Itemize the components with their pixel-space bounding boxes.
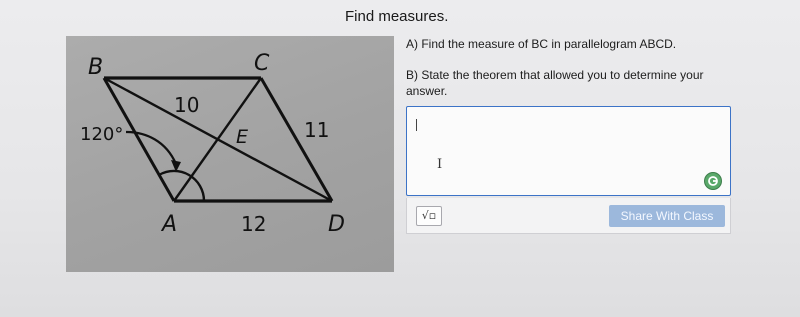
vertex-label-b: B — [88, 55, 104, 80]
measure-label-be: 10 — [174, 93, 200, 117]
parallelogram-figure — [66, 36, 394, 272]
text-caret — [416, 119, 417, 131]
question-a-text: A) Find the measure of BC in parallelogram ABCD. — [406, 37, 677, 51]
answer-textarea[interactable] — [406, 106, 731, 196]
measure-label-ad: 12 — [241, 212, 267, 236]
ibeam-cursor-icon: I — [437, 157, 443, 172]
vertex-label-a: A — [162, 212, 178, 237]
grammarly-icon[interactable] — [704, 172, 722, 190]
vertex-label-e: E — [236, 126, 249, 148]
square-root-icon[interactable]: √▫ — [416, 206, 442, 226]
answer-toolbar — [406, 198, 731, 234]
share-with-class-button[interactable]: Share With Class — [609, 205, 725, 227]
vertex-label-d: D — [328, 212, 345, 237]
measure-label-cd: 11 — [304, 118, 330, 142]
measure-label-angle-b: 120° — [80, 124, 124, 145]
prompt-title: Find measures. — [345, 8, 449, 25]
vertex-label-c: C — [254, 51, 270, 76]
question-b-text: B) State the theorem that allowed you to determine your answer. — [406, 68, 704, 98]
